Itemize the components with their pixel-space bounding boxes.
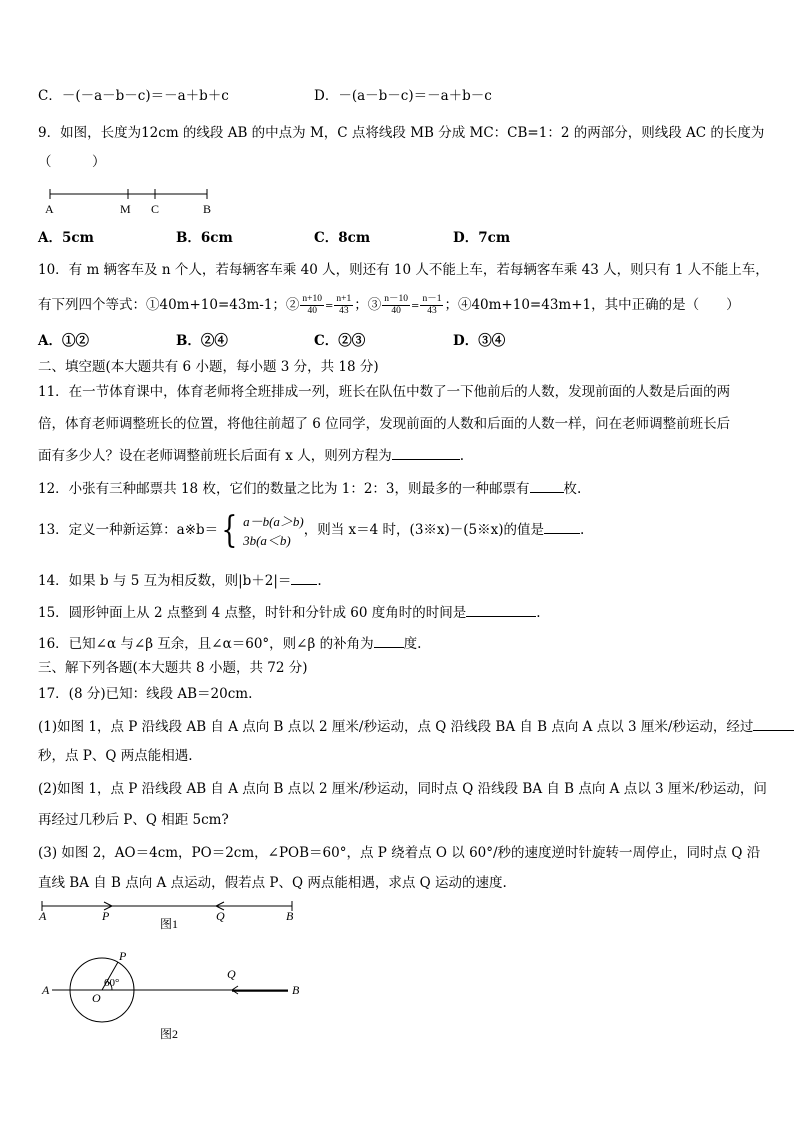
fig1-label-q: Q [216, 909, 225, 923]
q11-answer-blank [392, 445, 460, 460]
fig1-label-p: P [102, 909, 110, 923]
q17-heading: 17．(8 分)已知：线段 AB＝20cm. [38, 686, 253, 702]
fig2-label-o: O [92, 991, 101, 1005]
q17-figure-1 [36, 896, 306, 934]
q14-question: 14．如果 b 与 5 互为相反数，则|b＋2|＝ . [38, 570, 322, 591]
q10-option-b: B．②④ [176, 333, 228, 349]
q8-option-c: C．－(－a－b－c)＝－a＋b＋c [38, 88, 229, 104]
q9-label-m: M [120, 202, 131, 216]
fig2-label-q: Q [227, 967, 236, 981]
fig1-label-a: A [39, 909, 47, 923]
q10-option-d: D．③④ [453, 333, 506, 349]
q11-line-1: 11．在一节体育课中，体育老师将全班排成一列，班长在队伍中数了一下他前后的人数，发现前面的人数是后面的两 [38, 384, 731, 400]
q17-figure-2 [36, 944, 310, 1044]
q17-part3-line1: (3) 如图 2，AO＝4cm，PO＝2cm，∠POB＝60°，点 P 绕着点 O 以 60°/秒的速度逆时针旋转一周停止，同时点 Q 沿 [38, 845, 761, 861]
q17-part3-line2: 直线 BA 自 B 点向 A 点运动，假若点 P、Q 两点能相遇，求点 Q 运动的速度. [38, 875, 507, 891]
q9-label-b: B [203, 202, 212, 216]
q9-answer-paren: （ ） [38, 154, 106, 170]
q17-part1-blank [753, 716, 794, 731]
q17-part1-line2: 秒，点 P、Q 两点能相遇. [38, 748, 193, 764]
fig2-caption: 图2 [160, 1027, 179, 1041]
q13-question: 13．定义一种新运算：a※b＝ { a－b(a＞b) 3b(a＜b) ，则当 x＝4 时，(3※x)－(5※x)的值是 . [38, 509, 585, 551]
q11-line-3: 面有多少人？设在老师调整前班长后面有 x 人，则列方程为 . [38, 445, 464, 466]
section-3-heading: 三、解下列各题(本大题共 8 小题，共 72 分) [38, 660, 308, 676]
q17-part2-line1: (2)如图 1，点 P 沿线段 AB 自 A 点向 B 点以 2 厘米/秒运动，同时点 Q 沿线段 BA 自 B 点向 A 点以 3 厘米/秒运动，问 [38, 781, 767, 797]
q13-piecewise: { a－b(a＞b) 3b(a＜b) [221, 509, 304, 551]
q10-option-a: A．①② [38, 333, 89, 349]
q9-segment-figure [38, 183, 228, 219]
fig2-label-b: B [292, 983, 300, 997]
q9-option-c: C．8cm [314, 230, 371, 246]
q16-question: 16．已知∠α 与∠β 互余，且∠α＝60°，则∠β 的补角为 度. [38, 633, 421, 654]
q9-option-d: D．7cm [453, 230, 511, 246]
q8-option-d: D．－(a－b－c)＝－a＋b－c [314, 88, 492, 104]
q12-answer-blank [530, 478, 564, 493]
fig1-caption: 图1 [160, 917, 179, 931]
q17-part1-line1: (1)如图 1，点 P 沿线段 AB 自 A 点向 B 点以 2 厘米/秒运动，点 Q 沿线段 BA 自 B 点向 A 点以 3 厘米/秒运动，经过 [38, 716, 794, 737]
q9-label-a: A [45, 202, 54, 216]
fig1-label-b: B [286, 909, 294, 923]
q14-answer-blank [291, 570, 317, 585]
q16-answer-blank [374, 633, 404, 648]
q10-frac-2: $\frac{n+1}{43}$ [336, 294, 352, 316]
q10-frac-4: $\frac{n-1}{43}$ [422, 294, 442, 316]
q9-stem: 9．如图，长度为12cm 的线段 AB 的中点为 M，C 点将线段 MB 分成 MC：CB=1：2 的两部分，则线段 AC 的长度为 [38, 125, 765, 141]
fig2-angle-label: 60° [104, 977, 120, 989]
q10-frac-3: $\frac{n-10}{40}$ [384, 294, 409, 316]
q17-part2-line2: 再经过几秒后 P、Q 相距 5cm? [38, 812, 229, 828]
q10-option-c: C．②③ [314, 333, 366, 349]
q9-label-c: C [151, 202, 160, 216]
q13-answer-blank [544, 519, 580, 534]
q15-question: 15．圆形钟面上从 2 点整到 4 点整，时针和分针成 60 度角时的时间是 . [38, 602, 541, 623]
section-2-heading: 二、填空题(本大题共有 6 小题，每小题 3 分，共 18 分) [38, 359, 379, 375]
q10-stem: 10．有 m 辆客车及 n 个人，若每辆客车乘 40 人，则还有 10 人不能上车，若每辆客车乘 43 人，则只有 1 人不能上车， [38, 262, 769, 278]
q9-option-b: B．6cm [176, 230, 233, 246]
q10-frac-1: $\frac{n+10}{40}$ [302, 294, 323, 316]
q15-answer-blank [466, 602, 536, 617]
fig2-label-p: P [119, 949, 127, 963]
q9-option-a: A．5cm [38, 230, 94, 246]
fig2-label-a: A [42, 983, 50, 997]
q11-line-2: 倍，体育老师调整班长的位置，将他往前超了 6 位同学，发现前面的人数和后面的人数一样，问在老师调整前班长后 [38, 416, 731, 432]
q12-question: 12．小张有三种邮票共 18 枚，它们的数量之比为 1：2：3，则最多的一种邮票有 枚. [38, 478, 581, 499]
q10-equations: 有下列四个等式：①40m+10=43m-1；② $\frac{n+10}{40}$ = $\frac{n+1}{43}$ ；③ $\frac{n-10}{40}$ = $\frac{n-1}{43}$ ；④40m+10=43m+1，其中正确的是（ ） [38, 294, 740, 316]
